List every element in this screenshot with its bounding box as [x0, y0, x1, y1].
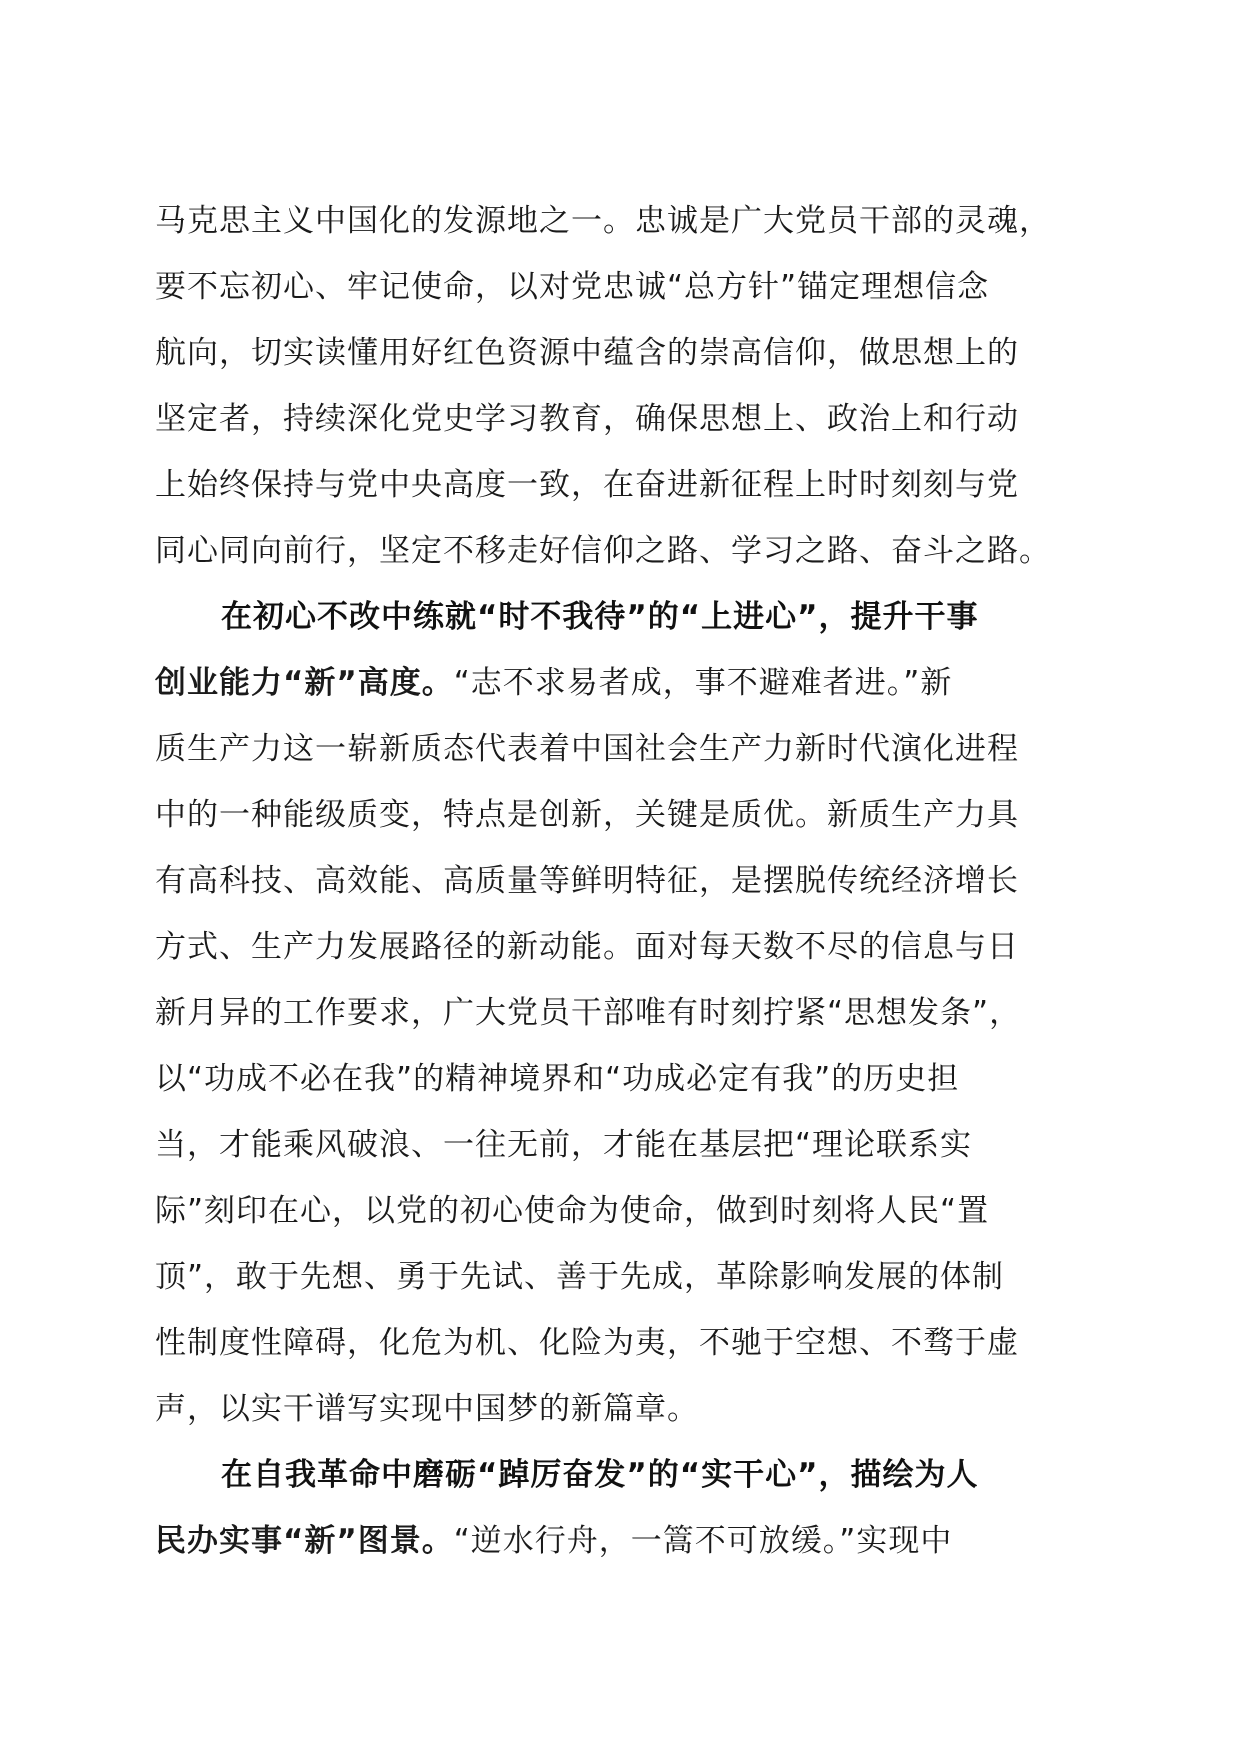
document-body [155, 188, 1085, 1574]
paragraph-line: 航向，切实读懂用好红色资源中蕴含的崇高信仰，做思想上的 [155, 335, 1019, 371]
paragraph-line: 马克思主义中国化的发源地之一。忠诚是广大党员干部的灵魂， [155, 203, 1051, 239]
section-heading: 在初心不改中练就“时不我待”的“上进心”，提升干事 [221, 599, 979, 635]
paragraph-line: 声，以实干谱写实现中国梦的新篇章。 [155, 1391, 699, 1427]
paragraph-line [155, 1508, 1085, 1574]
quotation: “逆水行舟，一篙不可放缓。”实现中 [453, 1523, 953, 1559]
paragraph-line: 要不忘初心、牢记使命，以对党忠诚“总方针”锚定理想信念 [155, 269, 990, 305]
paragraph-line: 坚定者，持续深化党史学习教育，确保思想上、政治上和行动 [155, 401, 1019, 437]
paragraph-line: 方式、生产力发展路径的新动能。面对每天数不尽的信息与日 [155, 929, 1019, 965]
paragraph-line [155, 650, 1085, 716]
section-heading: 在自我革命中磨砺“踔厉奋发”的“实干心”，描绘为人 [221, 1457, 979, 1493]
paragraph-line: 上始终保持与党中央高度一致，在奋进新征程上时时刻刻与党 [155, 467, 1019, 503]
paragraph-line: 顶”，敢于先想、勇于先试、善于先成，革除影响发展的体制 [155, 1259, 1005, 1295]
section-heading: 创业能力“新”高度。 [155, 665, 454, 701]
section-heading: 民办实事“新”图景。 [155, 1523, 454, 1559]
quotation: “志不求易者成，事不避难者进。”新 [453, 665, 953, 701]
paragraph-line: 中的一种能级质变，特点是创新，关键是质优。新质生产力具 [155, 797, 1019, 833]
paragraph-line: 以“功成不必在我”的精神境界和“功成必定有我”的历史担 [155, 1061, 960, 1097]
paragraph-line: 质生产力这一崭新质态代表着中国社会生产力新时代演化进程 [155, 731, 1019, 767]
paragraph-line: 当，才能乘风破浪、一往无前，才能在基层把“理论联系实 [155, 1127, 973, 1163]
paragraph-line: 际”刻印在心，以党的初心使命为使命，做到时刻将人民“置 [155, 1193, 990, 1229]
paragraph-line: 同心同向前行，坚定不移走好信仰之路、学习之路、奋斗之路。 [155, 533, 1051, 569]
paragraph-line: 性制度性障碍，化危为机、化险为夷，不驰于空想、不骛于虚 [155, 1325, 1019, 1361]
paragraph-line: 新月异的工作要求，广大党员干部唯有时刻拧紧“思想发条”， [155, 995, 1022, 1031]
paragraph-line: 有高科技、高效能、高质量等鲜明特征，是摆脱传统经济增长 [155, 863, 1019, 899]
